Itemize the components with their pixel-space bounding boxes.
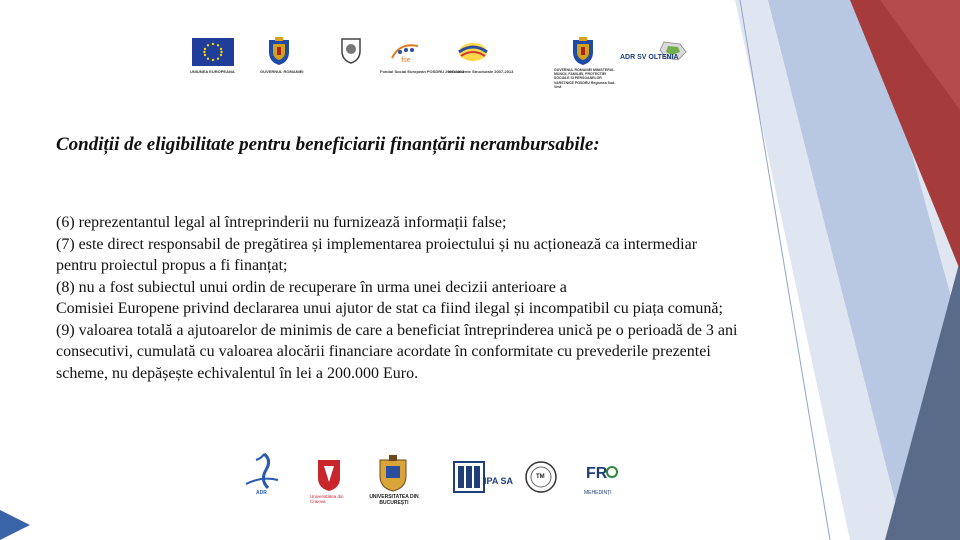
condition-line: (6) reprezentantul legal al întreprinderii nu furnizează informații false; [56,214,507,231]
fse-icon [388,38,424,66]
universitatea-bucuresti-logo [376,454,410,492]
svg-text:FR: FR [586,465,608,482]
national-emblem-logo [340,36,362,64]
romanian-coat-of-arms-logo [266,36,292,66]
condition-line: pentru proiectul propus a fi finanțat; [56,257,288,274]
is-logo [456,38,490,66]
svg-text:fse: fse [401,57,411,64]
romanian-coat-of-arms-caption: GUVERNUL ROMANIEI [260,69,304,74]
coat-of-arms-icon [266,36,292,66]
bucuresti-crest-icon [376,454,410,492]
fro-mehedinti-logo [584,458,618,488]
slide-title: Condiții de eligibilitate pentru beneficiarii finanțării nerambursabile: [56,134,600,155]
eu-flag-logo [192,38,234,66]
footer-logo-strip [238,448,658,518]
universitatea-craiova-logo [316,458,342,492]
condition-line: (8) nu a fost subiectul unui ordin de recuperare în urma unei decizii anterioare a [56,278,567,296]
ministry-coat-of-arms-logo [570,36,596,66]
eligibility-conditions-text [56,212,916,384]
ipa-sa-label: IPA SA [484,476,514,486]
adr-partner-label: ADR [256,490,267,496]
tm-circle-label: TM [536,474,545,480]
is-caption: Instrumente Structurale 2007-2013 [448,69,514,74]
is-icon [456,38,490,66]
universitatea-bucuresti-label: UNIVERSITATEA DIN BUCUREȘTI [369,494,419,506]
fse-logo [388,38,424,66]
eu-flag-caption: UNIUNEA EUROPEANA [190,69,235,74]
ministry-coat-of-arms-icon [570,36,596,66]
adr-sv-oltenia-caption: ADR SV OLTENIA [620,54,679,61]
universitatea-craiova-label: Universitatea din Craiova [310,494,344,504]
condition-line: (9) valoarea totală a ajutoarelor de minimis de care a beneficiat întreprinderea unică pe o perioadă de 3 ani [56,321,738,339]
condition-line: scheme, nu depășește echivalentul în lei a 200.000 Euro. [56,364,419,382]
ministry-caption: GUVERNUL ROMANIEI MINISTERUL MUNCII, FAMILIEI, PROTECTIEI SOCIALE SI PERSOANELOR VARSTNICE POSDRU Regiunea Sud-Vest [554,68,616,89]
header-logo-strip [172,22,692,94]
fro-mehedinti-label: MEHEDINȚI [584,490,612,496]
fse-caption: Fondul Social European POSDRU 2007-2013 [380,69,465,74]
condition-line: (7) este direct responsabil de pregătirea și implementarea proiectului și nu acționează ca intermediar [56,235,698,253]
eu-flag-icon [192,38,234,66]
fro-icon [584,458,618,488]
condition-line: consecutivi, cumulată cu valoarea alocării financiare acordate în conformitate cu prevederile prezentei [56,343,711,360]
craiova-shield-icon [316,458,342,492]
emblem-icon [340,36,362,64]
blue-arrow [0,510,30,540]
condition-line: Comisiei Europene privind declararea unui ajutor de stat ca fiind ilegal și incompatibil cu piața comună; [56,300,723,317]
adr-map-icon [620,40,690,66]
adr-sv-oltenia-logo [620,40,690,66]
